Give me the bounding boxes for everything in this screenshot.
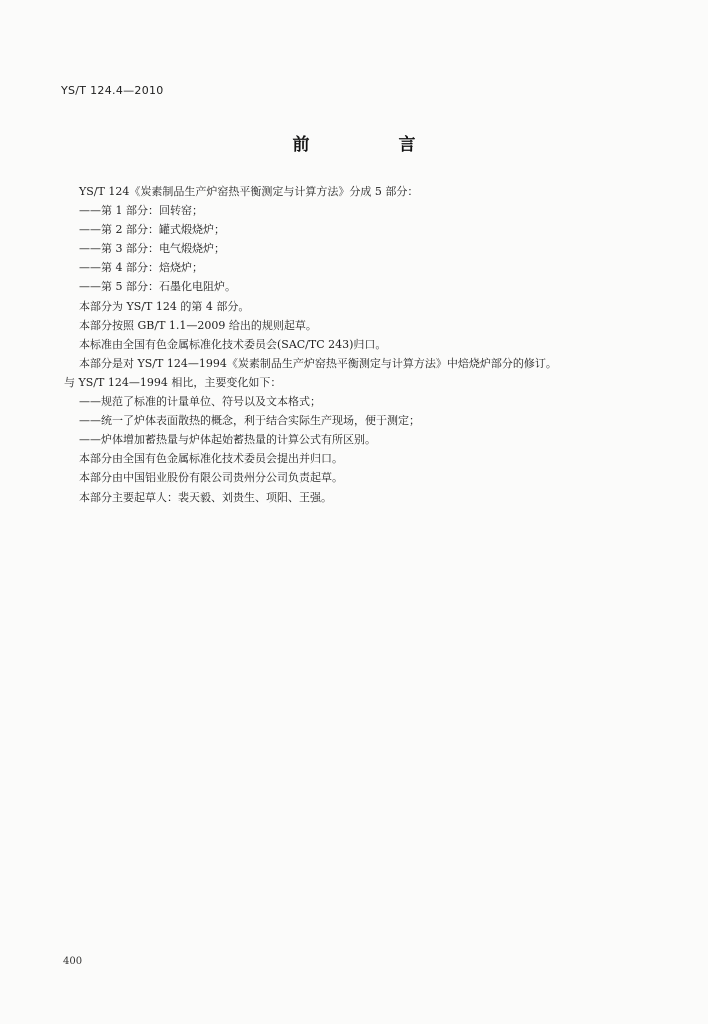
body-paragraph: ——第 4 部分：焙烧炉； <box>79 261 203 275</box>
body-paragraph: ——规范了标准的计量单位、符号以及文本格式； <box>79 395 321 409</box>
body-paragraph: ——统一了炉体表面散热的概念，利于结合实际生产现场，便于测定； <box>79 414 420 428</box>
body-paragraph: 本部分由中国铝业股份有限公司贵州分公司负责起草。 <box>79 471 343 485</box>
body-paragraph: 本部分按照 GB/T 1.1—2009 给出的规则起草。 <box>79 318 317 332</box>
body-paragraph: ——第 3 部分：电气煅烧炉； <box>79 242 225 256</box>
body-paragraph: ——炉体增加蓄热量与炉体起始蓄热量的计算公式有所区别。 <box>79 433 376 447</box>
body-paragraph: ——第 1 部分：回转窑； <box>79 204 203 218</box>
body-paragraph: 本部分由全国有色金属标准化技术委员会提出并归口。 <box>79 452 343 466</box>
standard-number-header: YS/T 124.4—2010 <box>61 84 164 97</box>
body-paragraph: ——第 2 部分：罐式煅烧炉； <box>79 223 225 237</box>
body-paragraph: 本部分是对 YS/T 124—1994《炭素制品生产炉窑热平衡测定与计算方法》中焙烧炉部分的修订。 <box>79 356 557 370</box>
body-paragraph: 本部分主要起草人：裴天毅、刘贵生、项阳、王强。 <box>79 490 332 504</box>
page-title: 前 言 <box>292 135 452 155</box>
foreword-body <box>64 182 664 507</box>
body-paragraph: YS/T 124《炭素制品生产炉窑热平衡测定与计算方法》分成 5 部分： <box>79 185 419 198</box>
page-number: 400 <box>63 956 83 967</box>
body-paragraph: 本部分为 YS/T 124 的第 4 部分。 <box>79 299 250 313</box>
body-paragraph: ——第 5 部分：石墨化电阻炉。 <box>79 280 236 294</box>
body-paragraph: 本标准由全国有色金属标准化技术委员会(SAC/TC 243)归口。 <box>79 337 387 351</box>
body-paragraph: 与 YS/T 124—1994 相比，主要变化如下： <box>64 375 282 389</box>
